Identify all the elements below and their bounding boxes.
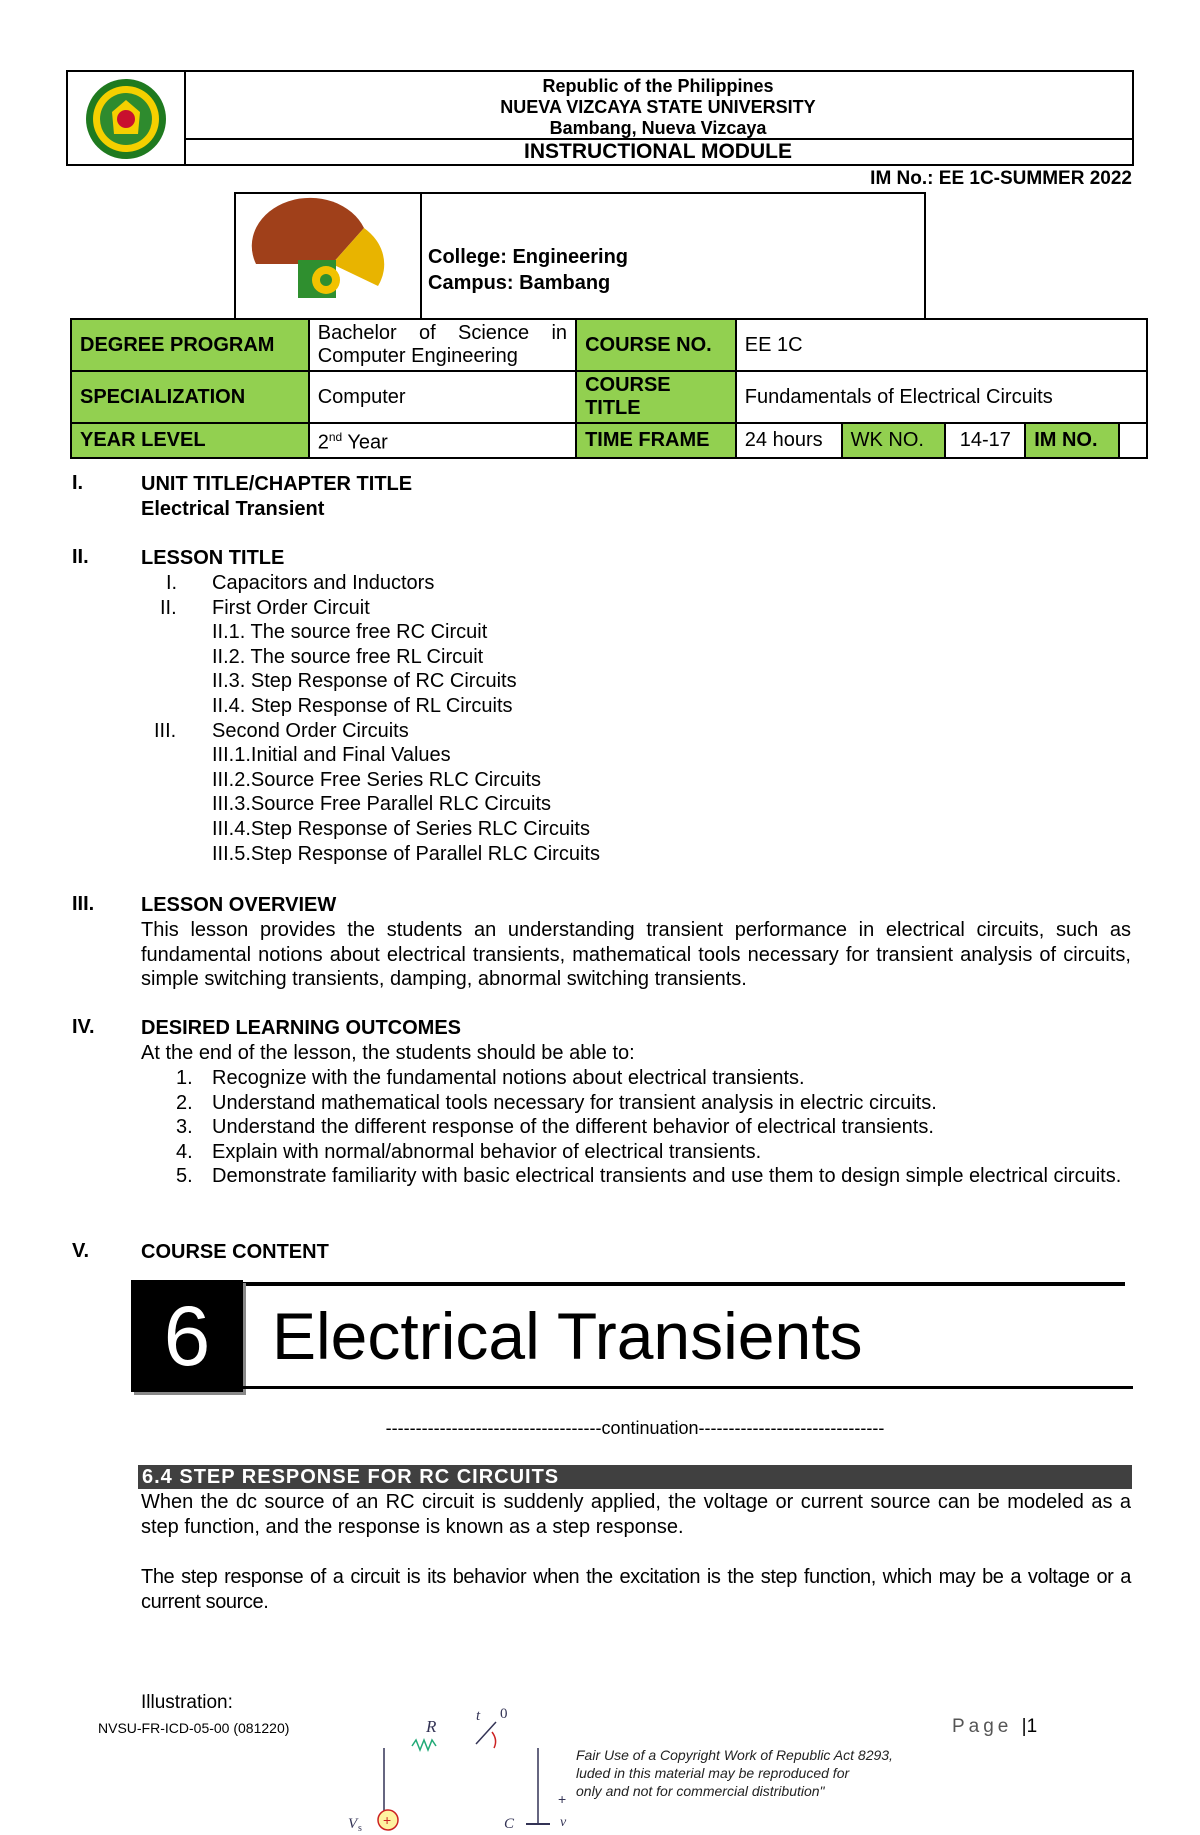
specialization-value: Computer	[309, 371, 576, 423]
year-level-value	[309, 423, 576, 458]
college-box	[234, 192, 926, 318]
lesson-num: I.	[166, 572, 178, 594]
course-meta-table	[70, 318, 1148, 459]
section-3-number: III.	[72, 893, 95, 915]
header-box	[66, 70, 1134, 166]
rc-circuit-diagram	[340, 1700, 580, 1835]
outcome-list	[0, 1066, 1200, 1216]
section-5-number: V.	[72, 1240, 90, 1262]
lesson-item: III.2.Source Free Series RLC Circuits	[212, 768, 541, 791]
lesson-item: II.3. Step Response of RC Circuits	[212, 670, 517, 693]
degree-program-label: DEGREE PROGRAM	[71, 319, 309, 371]
lesson-item: II.1. The source free RC Circuit	[212, 621, 488, 644]
section-heading-bar: 6.4 STEP RESPONSE FOR RC CIRCUITS	[138, 1465, 1132, 1489]
section-2-title: LESSON TITLE	[141, 547, 285, 569]
resistor-label: R	[426, 1717, 437, 1736]
unit-title: Electrical Transient	[141, 498, 325, 520]
college-logo-cell	[236, 194, 422, 318]
chapter-bottom-rule	[243, 1386, 1133, 1389]
page-num: 1	[1026, 1716, 1038, 1737]
engineering-logo-icon	[236, 194, 420, 318]
form-code: NVSU-FR-ICD-05-00 (081220)	[98, 1720, 290, 1736]
outcome-number: 3.	[176, 1116, 193, 1139]
year-level-label: YEAR LEVEL	[71, 423, 309, 458]
specialization-label: SPECIALIZATION	[71, 371, 309, 423]
university-name: NUEVA VIZCAYA STATE UNIVERSITY	[500, 97, 816, 117]
year-ordinal: nd	[328, 430, 343, 444]
resistor-icon	[412, 1740, 436, 1750]
outcome-item: Understand mathematical tools necessary for transient analysis in electric circuits.	[212, 1091, 937, 1114]
section-4-number: IV.	[72, 1016, 95, 1038]
capacitor-label: C	[504, 1816, 515, 1832]
university-info	[184, 72, 1132, 140]
illustration-label: Illustration:	[141, 1692, 233, 1713]
lesson-item: II.4. Step Response of RL Circuits	[212, 695, 513, 717]
lesson-item: III.3.Source Free Parallel RLC Circuits	[212, 793, 552, 816]
chapter-title: Electrical Transients	[272, 1299, 863, 1373]
section-2-number: II.	[72, 546, 89, 568]
im-no-value	[1119, 423, 1147, 458]
page-label: Page	[952, 1716, 1013, 1737]
campus-name: Campus: Bambang	[428, 272, 611, 294]
capacitor-plus: +	[558, 1791, 567, 1807]
college-name: College: Engineering	[428, 246, 629, 268]
course-title-label: COURSE TITLE	[576, 371, 736, 423]
lesson-num: II.	[160, 596, 177, 619]
switch-arrow-icon	[492, 1732, 496, 1748]
time-frame-value: 24 hours	[736, 423, 842, 458]
college-info	[428, 244, 628, 296]
outcome-item: Understand the different response of the different behavior of electrical transients.	[212, 1116, 934, 1139]
lesson-item: III.4.Step Response of Series RLC Circuits	[212, 818, 590, 840]
course-no-label: COURSE NO.	[576, 319, 736, 371]
switch-time-label: t	[476, 1708, 481, 1724]
section-4-title: DESIRED LEARNING OUTCOMES	[141, 1017, 462, 1039]
capacitor-voltage: v	[560, 1815, 567, 1830]
section-5-title: COURSE CONTENT	[141, 1241, 329, 1263]
section-1-number: I.	[72, 472, 84, 494]
lesson-item: III.5.Step Response of Parallel RLC Circuits	[212, 842, 600, 865]
fair-use-line-3: only and not for commercial distribution"	[576, 1783, 825, 1799]
lesson-num: III.	[154, 719, 177, 742]
lesson-item: Capacitors and Inductors	[212, 572, 435, 594]
continuation-line: ------------------------------------continuation-------------------------------	[385, 1418, 885, 1438]
course-title-value: Fundamentals of Electrical Circuits	[736, 371, 1147, 423]
section-1-title: UNIT TITLE/CHAPTER TITLE	[141, 473, 413, 495]
week-no-label: WK NO.	[842, 423, 946, 458]
module-title: INSTRUCTIONAL MODULE	[524, 140, 792, 163]
outcome-item: Explain with normal/abnormal behavior of electrical transients.	[212, 1140, 762, 1163]
switch-time-zero: 0	[500, 1706, 508, 1722]
chapter-number: 6	[131, 1280, 243, 1392]
university-logo-cell	[68, 72, 186, 164]
university-address: Bambang, Nueva Vizcaya	[549, 118, 767, 138]
university-seal-icon	[68, 72, 184, 164]
outcome-item: Demonstrate familiarity with basic electrical transients and use them to design simple electrical circuits.	[212, 1165, 1122, 1188]
year-number: 2	[317, 431, 329, 454]
lesson-item: III.1.Initial and Final Values	[212, 744, 451, 767]
republic-line: Republic of the Philippines	[542, 76, 774, 96]
lesson-item: II.2. The source free RL Circuit	[212, 645, 484, 668]
chapter-top-rule	[243, 1282, 1125, 1286]
lesson-item: Second Order Circuits	[212, 719, 409, 742]
fair-use-notice	[576, 1746, 893, 1800]
lesson-overview-text: This lesson provides the students an understanding transient performance in electrical circuits, such as fundamental notions about electrical transients, mathematical tools necessary for transient analysis of circuits, simple switching transients, damping, abnormal switching transients.	[141, 919, 1131, 990]
year-suffix: Year	[342, 431, 388, 454]
outcome-number: 2.	[176, 1091, 193, 1114]
page-number	[952, 1716, 1037, 1738]
course-no-value: EE 1C	[736, 319, 1147, 371]
im-no-label: IM NO.	[1025, 423, 1119, 458]
source-plus: +	[383, 1812, 392, 1828]
im-number: IM No.: EE 1C-SUMMER 2022	[870, 168, 1132, 189]
outcome-number: 1.	[176, 1067, 193, 1089]
outcome-item: Recognize with the fundamental notions about electrical transients.	[212, 1067, 805, 1089]
lesson-item: First Order Circuit	[212, 596, 370, 619]
step-paragraph-1: When the dc source of an RC circuit is suddenly applied, the voltage or current source can be modeled as a step function, and the response is known as a step response.	[141, 1491, 1131, 1538]
source-label: V	[348, 1816, 358, 1832]
page-separator: |	[1021, 1716, 1027, 1737]
time-frame-label: TIME FRAME	[576, 423, 736, 458]
fair-use-line-1: Fair Use of a Copyright Work of Republic Act 8293,	[576, 1747, 893, 1763]
step-paragraph-2: The step response of a circuit is its behavior when the excitation is the step function, which may be a voltage or a current source.	[141, 1566, 1131, 1613]
outcome-number: 5.	[176, 1165, 193, 1188]
lesson-list	[0, 571, 900, 871]
source-sub: s	[358, 1823, 362, 1834]
section-3-title: LESSON OVERVIEW	[141, 894, 337, 916]
degree-program-value: Bachelor of Science in Computer Engineering	[309, 319, 576, 371]
week-no-value: 14-17	[945, 423, 1025, 458]
outcomes-intro: At the end of the lesson, the students should be able to:	[141, 1042, 635, 1064]
fair-use-line-2: luded in this material may be reproduced for	[576, 1765, 850, 1781]
outcome-number: 4.	[176, 1140, 193, 1163]
